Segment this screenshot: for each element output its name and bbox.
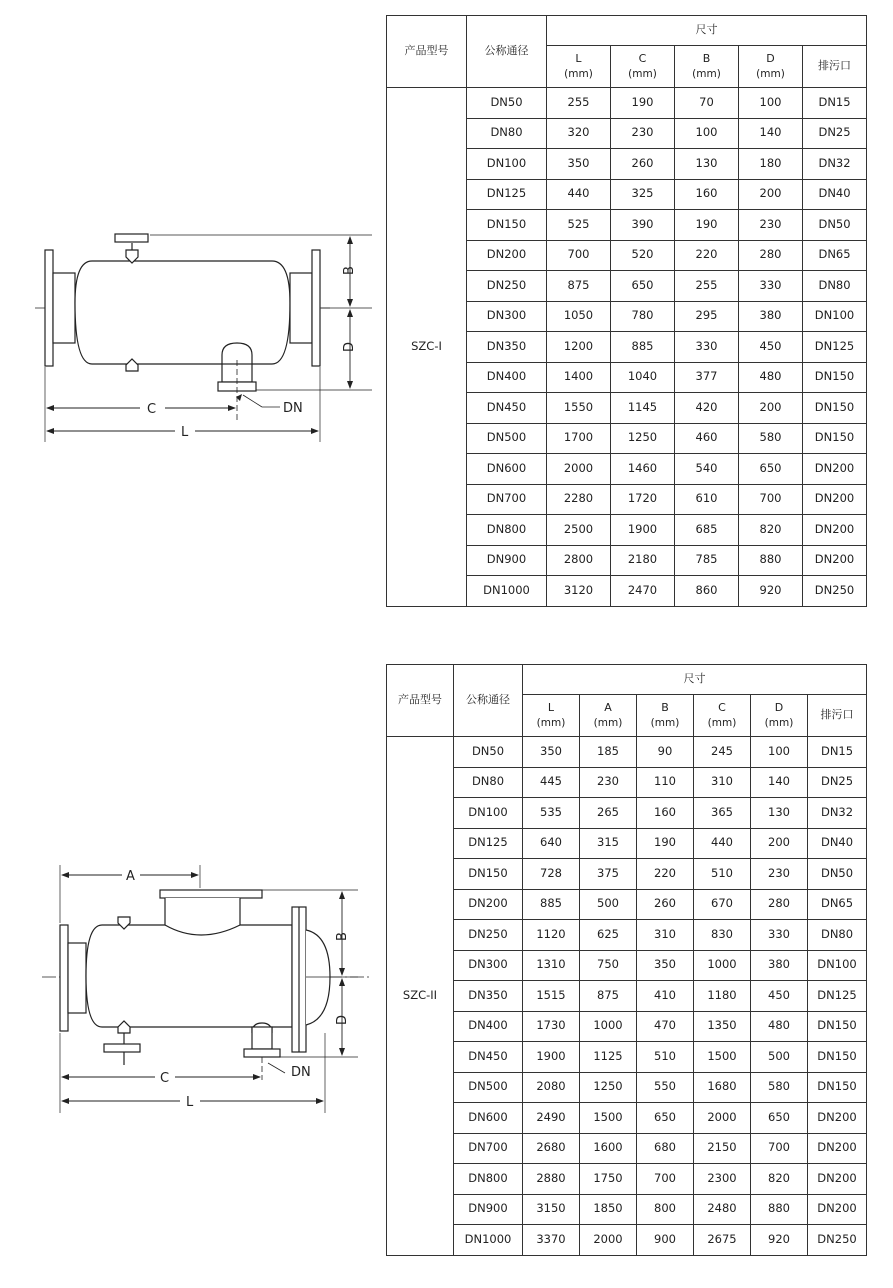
value-cell: DN25 <box>808 767 867 798</box>
value-cell: 1400 <box>547 362 611 393</box>
nominal-cell: DN900 <box>454 1194 523 1225</box>
header-model: 产品型号 <box>387 16 467 88</box>
value-cell: 315 <box>580 828 637 859</box>
value-cell: 535 <box>523 798 580 829</box>
nominal-cell: DN150 <box>454 859 523 890</box>
value-cell: DN250 <box>808 1225 867 1256</box>
dim-label-c: C <box>147 402 157 417</box>
value-cell: 375 <box>580 859 637 890</box>
value-cell: 265 <box>580 798 637 829</box>
value-cell: DN50 <box>803 210 867 241</box>
value-cell: DN200 <box>803 515 867 546</box>
value-cell: DN50 <box>808 859 867 890</box>
table-row <box>387 1194 867 1225</box>
value-cell: 1900 <box>611 515 675 546</box>
value-cell: 2470 <box>611 576 675 607</box>
table-row <box>387 889 867 920</box>
value-cell: 1515 <box>523 981 580 1012</box>
nominal-cell: DN500 <box>454 1072 523 1103</box>
value-cell: 1000 <box>694 950 751 981</box>
header-nominal: 公称通径 <box>454 665 523 737</box>
value-cell: 2280 <box>547 484 611 515</box>
value-cell: 1125 <box>580 1042 637 1073</box>
table-row <box>387 1103 867 1134</box>
szc-ii-diagram <box>0 855 385 1125</box>
szc-ii-table-body <box>387 737 867 1256</box>
value-cell: 2880 <box>523 1164 580 1195</box>
value-cell: 280 <box>751 889 808 920</box>
nominal-cell: DN600 <box>467 454 547 485</box>
header-model: 产品型号 <box>387 665 454 737</box>
value-cell: 220 <box>675 240 739 271</box>
value-cell: 2800 <box>547 545 611 576</box>
value-cell: 1720 <box>611 484 675 515</box>
value-cell: 2675 <box>694 1225 751 1256</box>
header-col: D (mm) <box>739 46 803 88</box>
value-cell: 230 <box>751 859 808 890</box>
value-cell: 310 <box>637 920 694 951</box>
value-cell: 100 <box>675 118 739 149</box>
value-cell: 1040 <box>611 362 675 393</box>
value-cell: 130 <box>751 798 808 829</box>
value-cell: 2680 <box>523 1133 580 1164</box>
value-cell: 410 <box>637 981 694 1012</box>
value-cell: 875 <box>547 271 611 302</box>
nominal-cell: DN250 <box>454 920 523 951</box>
table-row <box>387 737 867 768</box>
value-cell: DN150 <box>803 393 867 424</box>
nominal-cell: DN200 <box>467 240 547 271</box>
value-cell: 450 <box>739 332 803 363</box>
value-cell: 800 <box>637 1194 694 1225</box>
value-cell: DN100 <box>803 301 867 332</box>
value-cell: 420 <box>675 393 739 424</box>
value-cell: DN32 <box>803 149 867 180</box>
nominal-cell: DN450 <box>454 1042 523 1073</box>
value-cell: 330 <box>675 332 739 363</box>
value-cell: DN150 <box>808 1072 867 1103</box>
table-row <box>387 920 867 951</box>
value-cell: DN65 <box>808 889 867 920</box>
value-cell: 460 <box>675 423 739 454</box>
model-cell: SZC-I <box>387 88 467 607</box>
value-cell: DN200 <box>803 484 867 515</box>
value-cell: 920 <box>751 1225 808 1256</box>
value-cell: 2080 <box>523 1072 580 1103</box>
table-row <box>387 1042 867 1073</box>
value-cell: 1250 <box>580 1072 637 1103</box>
value-cell: 380 <box>739 301 803 332</box>
nominal-cell: DN125 <box>454 828 523 859</box>
value-cell: 90 <box>637 737 694 768</box>
value-cell: 650 <box>611 271 675 302</box>
value-cell: 100 <box>751 737 808 768</box>
value-cell: 350 <box>637 950 694 981</box>
value-cell: 785 <box>675 545 739 576</box>
value-cell: 190 <box>611 88 675 119</box>
value-cell: 70 <box>675 88 739 119</box>
header-col: B (mm) <box>637 695 694 737</box>
nominal-cell: DN500 <box>467 423 547 454</box>
dim-label-dn: DN <box>291 1065 311 1080</box>
dim-label-dn: DN <box>283 401 303 416</box>
value-cell: DN200 <box>808 1194 867 1225</box>
value-cell: 1000 <box>580 1011 637 1042</box>
value-cell: 540 <box>675 454 739 485</box>
dim-label-l: L <box>181 425 189 440</box>
value-cell: 525 <box>547 210 611 241</box>
value-cell: 1310 <box>523 950 580 981</box>
header-nominal: 公称通径 <box>467 16 547 88</box>
header-col: A (mm) <box>580 695 637 737</box>
value-cell: DN65 <box>803 240 867 271</box>
value-cell: 380 <box>751 950 808 981</box>
value-cell: DN125 <box>808 981 867 1012</box>
value-cell: 820 <box>751 1164 808 1195</box>
value-cell: 875 <box>580 981 637 1012</box>
value-cell: 700 <box>637 1164 694 1195</box>
value-cell: 470 <box>637 1011 694 1042</box>
value-cell: 445 <box>523 767 580 798</box>
value-cell: 1900 <box>523 1042 580 1073</box>
value-cell: 140 <box>751 767 808 798</box>
value-cell: 728 <box>523 859 580 890</box>
header-size: 尺寸 <box>523 665 867 695</box>
value-cell: 390 <box>611 210 675 241</box>
value-cell: 750 <box>580 950 637 981</box>
nominal-cell: DN350 <box>454 981 523 1012</box>
value-cell: 200 <box>751 828 808 859</box>
table-row <box>387 798 867 829</box>
value-cell: 480 <box>739 362 803 393</box>
value-cell: DN150 <box>803 423 867 454</box>
value-cell: DN200 <box>803 545 867 576</box>
value-cell: 610 <box>675 484 739 515</box>
value-cell: 1050 <box>547 301 611 332</box>
value-cell: DN200 <box>808 1103 867 1134</box>
model-cell: SZC-II <box>387 737 454 1256</box>
value-cell: 2180 <box>611 545 675 576</box>
value-cell: 1750 <box>580 1164 637 1195</box>
nominal-cell: DN125 <box>467 179 547 210</box>
value-cell: DN250 <box>803 576 867 607</box>
value-cell: 255 <box>675 271 739 302</box>
value-cell: DN32 <box>808 798 867 829</box>
value-cell: 700 <box>547 240 611 271</box>
nominal-cell: DN400 <box>467 362 547 393</box>
nominal-cell: DN80 <box>467 118 547 149</box>
value-cell: 1180 <box>694 981 751 1012</box>
value-cell: 1680 <box>694 1072 751 1103</box>
table-row <box>387 859 867 890</box>
szc-i-table-body <box>387 88 867 607</box>
value-cell: 440 <box>694 828 751 859</box>
nominal-cell: DN900 <box>467 545 547 576</box>
nominal-cell: DN50 <box>454 737 523 768</box>
value-cell: 160 <box>675 179 739 210</box>
value-cell: 160 <box>637 798 694 829</box>
value-cell: 220 <box>637 859 694 890</box>
value-cell: 1500 <box>694 1042 751 1073</box>
value-cell: 377 <box>675 362 739 393</box>
value-cell: 260 <box>611 149 675 180</box>
table-row <box>387 981 867 1012</box>
value-cell: 1550 <box>547 393 611 424</box>
header-col: D (mm) <box>751 695 808 737</box>
value-cell: 2000 <box>694 1103 751 1134</box>
nominal-cell: DN350 <box>467 332 547 363</box>
value-cell: 685 <box>675 515 739 546</box>
nominal-cell: DN400 <box>454 1011 523 1042</box>
szc-i-diagram <box>0 215 385 455</box>
value-cell: DN15 <box>808 737 867 768</box>
nominal-cell: DN700 <box>467 484 547 515</box>
value-cell: DN200 <box>803 454 867 485</box>
value-cell: DN80 <box>808 920 867 951</box>
table-row <box>387 1011 867 1042</box>
value-cell: 650 <box>637 1103 694 1134</box>
value-cell: 580 <box>739 423 803 454</box>
value-cell: 255 <box>547 88 611 119</box>
value-cell: 880 <box>751 1194 808 1225</box>
value-cell: 700 <box>739 484 803 515</box>
value-cell: 550 <box>637 1072 694 1103</box>
nominal-cell: DN100 <box>467 149 547 180</box>
nominal-cell: DN50 <box>467 88 547 119</box>
value-cell: 2000 <box>580 1225 637 1256</box>
szc-i-spec-table <box>386 15 867 607</box>
value-cell: 230 <box>739 210 803 241</box>
value-cell: 110 <box>637 767 694 798</box>
value-cell: 900 <box>637 1225 694 1256</box>
value-cell: 2480 <box>694 1194 751 1225</box>
value-cell: 185 <box>580 737 637 768</box>
value-cell: 2300 <box>694 1164 751 1195</box>
value-cell: 100 <box>739 88 803 119</box>
value-cell: 510 <box>694 859 751 890</box>
value-cell: 3150 <box>523 1194 580 1225</box>
value-cell: 450 <box>751 981 808 1012</box>
value-cell: 180 <box>739 149 803 180</box>
value-cell: 200 <box>739 179 803 210</box>
value-cell: 3370 <box>523 1225 580 1256</box>
value-cell: 885 <box>611 332 675 363</box>
value-cell: 1700 <box>547 423 611 454</box>
value-cell: 200 <box>739 393 803 424</box>
value-cell: 1500 <box>580 1103 637 1134</box>
header-col: L (mm) <box>547 46 611 88</box>
header-col: L (mm) <box>523 695 580 737</box>
value-cell: 295 <box>675 301 739 332</box>
value-cell: 1120 <box>523 920 580 951</box>
value-cell: 885 <box>523 889 580 920</box>
dim-label-b: B <box>342 266 357 275</box>
value-cell: 260 <box>637 889 694 920</box>
value-cell: 230 <box>580 767 637 798</box>
value-cell: 365 <box>694 798 751 829</box>
nominal-cell: DN800 <box>467 515 547 546</box>
value-cell: 3120 <box>547 576 611 607</box>
value-cell: 2490 <box>523 1103 580 1134</box>
value-cell: DN40 <box>808 828 867 859</box>
value-cell: 1460 <box>611 454 675 485</box>
nominal-cell: DN200 <box>454 889 523 920</box>
value-cell: 330 <box>739 271 803 302</box>
value-cell: DN150 <box>803 362 867 393</box>
value-cell: DN40 <box>803 179 867 210</box>
nominal-cell: DN1000 <box>467 576 547 607</box>
value-cell: 510 <box>637 1042 694 1073</box>
nominal-cell: DN150 <box>467 210 547 241</box>
header-col: C (mm) <box>694 695 751 737</box>
value-cell: 880 <box>739 545 803 576</box>
nominal-cell: DN600 <box>454 1103 523 1134</box>
value-cell: 1145 <box>611 393 675 424</box>
value-cell: 480 <box>751 1011 808 1042</box>
value-cell: DN100 <box>808 950 867 981</box>
nominal-cell: DN80 <box>454 767 523 798</box>
header-size: 尺寸 <box>547 16 867 46</box>
nominal-cell: DN700 <box>454 1133 523 1164</box>
value-cell: 820 <box>739 515 803 546</box>
value-cell: 330 <box>751 920 808 951</box>
table-row <box>387 1164 867 1195</box>
nominal-cell: DN1000 <box>454 1225 523 1256</box>
value-cell: 1350 <box>694 1011 751 1042</box>
value-cell: 2500 <box>547 515 611 546</box>
header-col: C (mm) <box>611 46 675 88</box>
nominal-cell: DN800 <box>454 1164 523 1195</box>
value-cell: 130 <box>675 149 739 180</box>
table-row <box>387 88 867 119</box>
dim-label-c: C <box>160 1071 170 1086</box>
table-row <box>387 1225 867 1256</box>
header-col: B (mm) <box>675 46 739 88</box>
nominal-cell: DN100 <box>454 798 523 829</box>
value-cell: 920 <box>739 576 803 607</box>
value-cell: 140 <box>739 118 803 149</box>
dim-label-b: B <box>335 932 350 941</box>
value-cell: 350 <box>547 149 611 180</box>
table-row <box>387 767 867 798</box>
table-row <box>387 828 867 859</box>
value-cell: 440 <box>547 179 611 210</box>
nominal-cell: DN300 <box>467 301 547 332</box>
table-row <box>387 950 867 981</box>
value-cell: 500 <box>580 889 637 920</box>
table-row <box>387 1072 867 1103</box>
value-cell: 650 <box>751 1103 808 1134</box>
value-cell: 640 <box>523 828 580 859</box>
value-cell: 350 <box>523 737 580 768</box>
value-cell: DN150 <box>808 1042 867 1073</box>
value-cell: 310 <box>694 767 751 798</box>
value-cell: DN25 <box>803 118 867 149</box>
value-cell: 625 <box>580 920 637 951</box>
value-cell: 830 <box>694 920 751 951</box>
value-cell: 320 <box>547 118 611 149</box>
value-cell: 680 <box>637 1133 694 1164</box>
value-cell: DN80 <box>803 271 867 302</box>
value-cell: 520 <box>611 240 675 271</box>
value-cell: 230 <box>611 118 675 149</box>
value-cell: 2150 <box>694 1133 751 1164</box>
value-cell: 280 <box>739 240 803 271</box>
nominal-cell: DN250 <box>467 271 547 302</box>
value-cell: 325 <box>611 179 675 210</box>
header-col: 排污口 <box>803 46 867 88</box>
value-cell: 580 <box>751 1072 808 1103</box>
value-cell: 650 <box>739 454 803 485</box>
value-cell: 245 <box>694 737 751 768</box>
value-cell: 780 <box>611 301 675 332</box>
nominal-cell: DN300 <box>454 950 523 981</box>
value-cell: DN15 <box>803 88 867 119</box>
value-cell: 670 <box>694 889 751 920</box>
value-cell: 1600 <box>580 1133 637 1164</box>
value-cell: 1730 <box>523 1011 580 1042</box>
value-cell: 500 <box>751 1042 808 1073</box>
dim-label-l: L <box>186 1095 194 1110</box>
value-cell: 1200 <box>547 332 611 363</box>
value-cell: 860 <box>675 576 739 607</box>
table-row <box>387 1133 867 1164</box>
dim-label-d: D <box>335 1014 350 1025</box>
header-col: 排污口 <box>808 695 867 737</box>
value-cell: 190 <box>637 828 694 859</box>
value-cell: DN200 <box>808 1164 867 1195</box>
dim-label-d: D <box>342 341 357 352</box>
value-cell: 700 <box>751 1133 808 1164</box>
dim-label-a: A <box>126 869 135 884</box>
value-cell: 2000 <box>547 454 611 485</box>
nominal-cell: DN450 <box>467 393 547 424</box>
value-cell: DN125 <box>803 332 867 363</box>
szc-ii-spec-table <box>386 664 867 1256</box>
value-cell: DN150 <box>808 1011 867 1042</box>
value-cell: 1250 <box>611 423 675 454</box>
value-cell: 1850 <box>580 1194 637 1225</box>
value-cell: DN200 <box>808 1133 867 1164</box>
value-cell: 190 <box>675 210 739 241</box>
